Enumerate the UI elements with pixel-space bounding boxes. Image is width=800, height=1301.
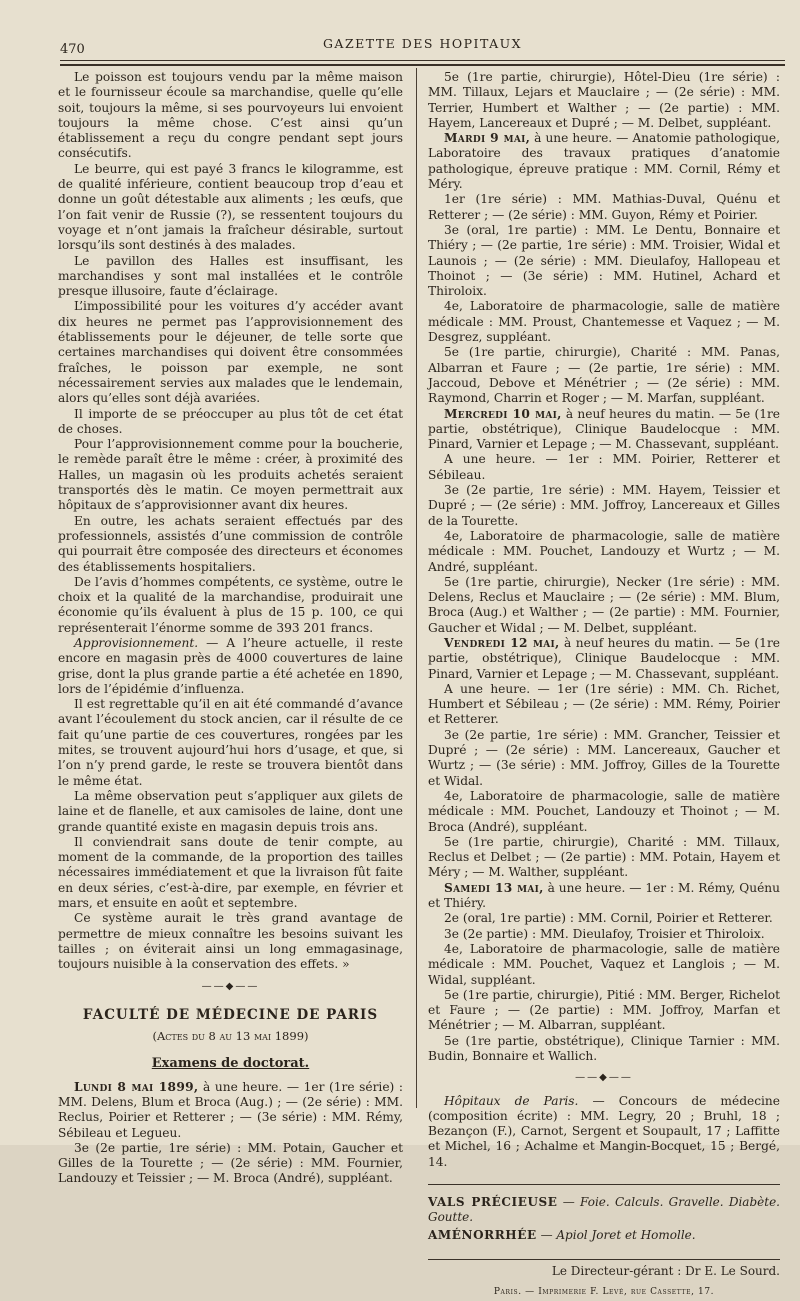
exam-entry: A une heure. — 1er : MM. Poirier, Retterer et Sébileau. xyxy=(428,452,780,482)
page-number: 470 xyxy=(60,42,85,57)
exam-entry: 4e, Laboratoire de pharmacologie, salle de matière médicale : MM. Pouchet, Landouzy et Thoinot ; — M. Broca (André), suppléant. xyxy=(428,788,780,834)
day-heading: Lundi 8 mai 1899, xyxy=(74,1079,199,1094)
exam-entry: 2e (oral, 1re partie) : MM. Cornil, Poirier et Retterer. xyxy=(444,911,773,926)
right-column xyxy=(428,70,780,1301)
ornament-separator: ——◆—— xyxy=(201,980,260,992)
exam-entry: 5e (1re partie, chirurgie), Charité : MM. Tillaux, Reclus et Delbet ; — (2e partie) : MM. Potain, Hayem et Méry ; — M. Walther, suppléant. xyxy=(428,834,780,880)
paragraph: Il conviendrait sans doute de tenir compte, au moment de la commande, de la proportion des tailles nécessaires immédiatement et que la livraison fût faite en deux séries, c’est-à-dire, par exemple, en février et mars, et ensuite en août et septembre. xyxy=(58,834,403,911)
ad-brand: AMÉNORRHÉE xyxy=(428,1227,537,1242)
director-signature: Le Directeur-gérant : Dr E. Le Sourd. xyxy=(428,1259,780,1279)
paragraph: Le beurre, qui est payé 3 francs le kilogramme, est de qualité inférieure, contient beaucoup trop d’eau et donne un goût détestable aux aliments ; les œufs, que l’on fait venir de Russie (?), se ressentent toujours du voyage et n’ont jamais la fraîcheur désirable, surtout lorsqu’ils sont destinés à des malades. xyxy=(58,161,403,253)
paragraph: L’impossibilité pour les voitures d’y accéder avant dix heures ne permet pas l’approvisionnement des établissements pour le déjeuner, de telle sorte que certaines marchandises qui doivent être consommées fraîches, le poisson par exemple, ne sont nécessairement servies aux malades que le lendemain, alors qu’elles sont déjà avariées. xyxy=(58,299,403,406)
exam-entry: 1er (1re série) : MM. Mathias-Duval, Quénu et Retterer ; — (2e série) : MM. Guyon, Rémy et Poirier. xyxy=(428,192,780,222)
journal-title: GAZETTE DES HOPITAUX xyxy=(322,36,523,51)
hopitaux-paragraph xyxy=(428,1094,780,1170)
header-rule-thick xyxy=(60,64,785,66)
left-column xyxy=(58,70,403,1187)
paragraph: Pour l’approvisionnement comme pour la boucherie, le remède paraît être le même : créer, à proximité des Halles, un magasin où les produits achetés seraient transportés dès le matin. Ce moyen permettrait aux hôpitaux de s’approvisionner avant dix heures. xyxy=(58,437,403,513)
paragraph: Le poisson est toujours vendu par la même maison et le fournisseur écoule sa marchandise, quelle qu’elle soit, toujours la même, si ses pourvoyeurs lui envoient toujours la même chose. C’est ainsi qu’un établissement a reçu du congre pendant sept jours consécutifs. xyxy=(58,70,403,161)
day-heading: Mercredi 10 mai, xyxy=(444,406,562,421)
faculty-title: FACULTÉ DE MÉDECINE DE PARIS xyxy=(82,1006,379,1023)
entry-text: à neuf heures du matin. — 5e (1re partie, obstétrique), Clinique Baudelocque : MM. Pinard, Varnier et Lepage ; — M. Chassevant, suppléant. xyxy=(428,406,780,452)
entry-text: à une heure. — 1er : M. Rémy, Quénu et Thiéry. xyxy=(428,880,780,911)
paragraph: Ce système aurait le très grand avantage de permettre de mieux connaître les besoins suivant les tailles ; on éviterait ainsi un long emmagasinage, toujours nuisible à la conservation des effets. » xyxy=(58,911,403,972)
exam-entry: 4e, Laboratoire de pharmacologie, salle de matière médicale : MM. Pouchet, Landouzy et Wurtz ; — M. André, suppléant. xyxy=(428,528,780,574)
paragraph: Il importe de se préoccuper au plus tôt de cet état de choses. xyxy=(58,406,403,436)
day-heading: Mardi 9 mai, xyxy=(444,131,531,146)
ad-text: — Apiol Joret et Homolle. xyxy=(536,1227,696,1242)
paragraph: Il est regrettable qu’il en ait été commandé d’avance avant l’écoulement du stock ancien, car il résulte de ce fait qu’une partie de ces couvertures, rongées par les mites, se trouvent aujourd’hui hors d’usage, et que, si l’on n’y prend garde, le reste se trouvera bientôt dans le même état. xyxy=(58,697,403,788)
ad-line xyxy=(428,1195,780,1226)
paragraph: De l’avis d’hommes compétents, ce système, outre le choix et la qualité de la marchandise, produirait une économie qu’ils évaluent à plus de 15 p. 100, ce qui représenterait l’énorme somme de 393 201 francs. xyxy=(58,574,403,635)
header-rule xyxy=(60,60,785,61)
paragraph: La même observation peut s’appliquer aux gilets de laine et de flanelle, et aux camisoles de laine, dont une grande quantité existe en magasin depuis trois ans. xyxy=(58,788,403,834)
ad-brand: VALS PRÉCIEUSE xyxy=(428,1195,558,1210)
approvisionnement-paragraph xyxy=(58,636,403,697)
section-label: Approvisionnement. xyxy=(74,635,199,650)
exam-day-entry xyxy=(428,407,780,453)
paragraph: En outre, les achats seraient effectués par des professionnels, assistés d’une commission de contrôle qui pourrait être composée des directeurs et économes des établissements hospitaliers. xyxy=(58,513,403,574)
exam-day-entry xyxy=(428,636,780,682)
exam-entry: 4e, Laboratoire de pharmacologie, salle de matière médicale : MM. Pouchet, Vaquez et Langlois ; — M. Widal, suppléant. xyxy=(428,941,780,987)
ad-line xyxy=(428,1228,780,1243)
entry-text: à une heure. — Anatomie pathologique, Laboratoire des travaux pratiques d’anatomie pathologique, épreuve pratique : MM. Cornil, Rémy et Méry. xyxy=(428,131,781,192)
paragraph-text: — A l’heure actuelle, il reste encore en magasin près de 4000 couvertures de laine grise, dont la plus grande partie a été achetée en 1890, lors de l’épidémie d’influenza. xyxy=(58,635,403,696)
column-divider xyxy=(416,68,417,1108)
exam-entry: 5e (1re partie, chirurgie), Charité : MM. Panas, Albarran et Faure ; — (2e partie, 1re série) : MM. Jaccoud, Debove et Ménétrier ; — (2e série) : MM. Raymond, Charrin et Roger ; — M. Marfan, suppléant. xyxy=(428,345,780,406)
exam-day-entry xyxy=(58,1080,403,1141)
entry-text: à une heure. — 1er (1re série) : MM. Delens, Blum et Broca (Aug.) ; — (2e série) : MM. Reclus, Poirier et Retterer ; — (3e série) : MM. Rémy, Sébileau et Legueu. xyxy=(58,1079,403,1140)
entry-text: à neuf heures du matin. — 5e (1re partie, obstétrique), Clinique Baudelocque : MM. Pinard, Varnier et Lepage ; — M. Chassevant, suppléant. xyxy=(428,635,780,681)
exam-entry: 4e, Laboratoire de pharmacologie, salle de matière médicale : MM. Proust, Chantemesse et Vaquez ; — M. Desgrez, suppléant. xyxy=(428,299,780,345)
exam-entry: 3e (2e partie, 1re série) : MM. Hayem, Teissier et Dupré ; — (2e série) : MM. Joffroy, Lancereaux et Gilles de la Tourette. xyxy=(428,483,780,528)
page-header xyxy=(60,34,785,58)
exam-entry: 5e (1re partie, chirurgie), Necker (1re série) : MM. Delens, Reclus et Mauclaire ; — (2e série) : MM. Blum, Broca (Aug.) et Walther ; — (2e partie) : MM. Fournier, Gaucher et Widal ; — M. Delbet, suppléant. xyxy=(428,574,780,635)
exam-entry: 5e (1re partie, chirurgie), Hôtel-Dieu (1re série) : MM. Tillaux, Lejars et Mauclaire ; — (2e série) : MM. Terrier, Humbert et Walther ; — (2e partie) : MM. Hayem, Lancereaux et Dupré ; — M. Delbet, suppléant. xyxy=(428,70,780,130)
ad-rule xyxy=(428,1184,780,1185)
section-label: Hôpitaux de Paris. xyxy=(444,1093,579,1108)
exam-entry: 5e (1re partie, chirurgie), Pitié : MM. Berger, Richelot et Faure ; — (2e partie) : MM. Joffroy, Marfan et Ménétrier ; — M. Albarran, suppléant. xyxy=(428,987,780,1033)
ad-text: — Foie. Calculs. Gravelle. Diabète. Goutte. xyxy=(428,1195,780,1225)
day-heading: Samedi 13 mai, xyxy=(444,880,544,895)
ornament-separator: ——◆—— xyxy=(575,1072,633,1084)
faculty-subtitle: (Actes du 8 au 13 mai 1899) xyxy=(152,1029,309,1044)
exam-entry: 3e (2e partie) : MM. Dieulafoy, Troisier et Thiroloix. xyxy=(444,926,765,941)
exam-day-entry xyxy=(428,881,780,912)
exam-day-entry xyxy=(428,131,780,192)
advertisements xyxy=(428,1195,780,1243)
exam-entry: 3e (oral, 1re partie) : MM. Le Dentu, Bonnaire et Thiéry ; — (2e partie, 1re série) : MM. Troisier, Widal et Launois ; — (2e série) : MM. Dieulafoy, Hallopeau et Thoinot ; — (3e série) : MM. Hutinel, Achard et Thiroloix. xyxy=(428,222,780,299)
printer-line: Paris. — Imprimerie F. Levé, rue Cassette, 17. xyxy=(493,1287,715,1298)
exam-entry: 3e (2e partie, 1re série) : MM. Grancher, Teissier et Dupré ; — (2e série) : MM. Lancereaux, Gaucher et Wurtz ; — (3e série) : MM. Joffroy, Gilles de la Tourette et Widal. xyxy=(428,727,780,788)
exam-entry: 3e (2e partie, 1re série) : MM. Potain, Gaucher et Gilles de la Tourette ; — (2e série) : MM. Fournier, Landouzy et Teissier ; — M. Broca (André), suppléant. xyxy=(58,1140,403,1186)
paragraph: Le pavillon des Halles est insuffisant, les marchandises y sont mal installées et le contrôle presque illusoire, faute d’éclairage. xyxy=(58,253,403,299)
day-heading: Vendredi 12 mai, xyxy=(444,635,560,650)
paragraph-text: — Concours de médecine (composition écrite) : MM. Legry, 20 ; Bruhl, 18 ; Bezançon (F.), Carnot, Sergent et Soupault, 17 ; Laffitte et Michel, 16 ; Achalme et Mangin-Bocquet, 15 ; Bergé, 14. xyxy=(428,1093,780,1169)
exam-title: Examens de doctorat. xyxy=(151,1056,310,1072)
exam-entry: 5e (1re partie, obstétrique), Clinique Tarnier : MM. Budin, Bonnaire et Wallich. xyxy=(428,1033,780,1063)
exam-entry: A une heure. — 1er (1re série) : MM. Ch. Richet, Humbert et Sébileau ; — (2e série) : MM. Rémy, Poirier et Retterer. xyxy=(428,681,780,727)
